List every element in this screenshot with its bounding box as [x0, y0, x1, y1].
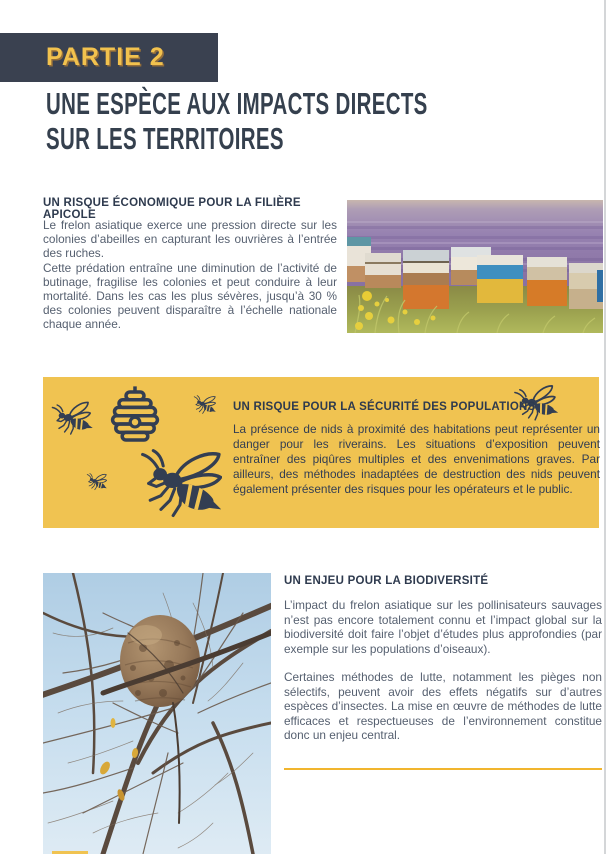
- apicole-para2: Cette prédation entraîne une diminution de l’activité de butinage, fragilise les colonies et peut conduire à leur mortalité. Dans les cas les plus sévères, jusqu’à 30 % des colonies peuvent disparaître à l’échelle nationale chaque année.: [43, 260, 337, 332]
- part-label: PARTIE 2: [46, 43, 165, 71]
- hornet-icon: [86, 473, 107, 492]
- page-title: [46, 86, 610, 156]
- biodiversite-para2: Certaines méthodes de lutte, notamment les pièges non sélectifs, peuvent avoir des effets négatifs sur d’autres espèces d’insectes. La mise en œuvre de méthodes de lutte efficaces et respectueuses de l’environnement constitue donc un enjeu central.: [284, 670, 602, 742]
- beehive-skep-icon: [103, 377, 167, 457]
- securite-paragraph: La présence de nids à proximité des habitations peut représenter un danger pour les riverains. Les situations d’exposition peuvent entraîner des piqûres multiples et des envenimations graves. Par ailleurs, des méthodes inadaptées de destruction des nids peuvent également présenter des risques pour les opérateurs et le public.: [233, 422, 600, 496]
- securite-panel: [43, 377, 599, 528]
- biodiversite-heading: UN ENJEU POUR LA BIODIVERSITÉ: [284, 575, 489, 587]
- hornet-icon: [193, 395, 216, 416]
- biodiversite-body: [284, 598, 602, 743]
- securite-body: [233, 422, 600, 497]
- page-title-line2: SUR LES TERRITOIRES: [46, 121, 284, 156]
- biodiversite-para1: L’impact du frelon asiatique sur les pollinisateurs sauvages n’est pas encore totalement connu et l’impact global sur la biodiversité doit faire l’objet d’études plus approfondies (par exemple sur les populations d’oiseaux).: [284, 598, 602, 656]
- apicole-body: [43, 218, 337, 332]
- section-divider-rule: [284, 768, 602, 770]
- hornet-icon: [138, 448, 222, 525]
- page-edge-line: [604, 0, 606, 854]
- hornet-icon: [50, 399, 95, 440]
- part-banner: [0, 33, 218, 82]
- beehives-in-lavender-field-photo: [347, 200, 603, 333]
- securite-heading: UN RISQUE POUR LA SÉCURITÉ DES POPULATIONS: [233, 401, 536, 413]
- page-title-line1: UNE ESPÈCE AUX IMPACTS DIRECTS: [46, 86, 428, 121]
- apicole-para1: Le frelon asiatique exerce une pression directe sur les colonies d’abeilles en capturant les ouvrières à l’entrée des ruches.: [43, 218, 337, 261]
- hornet-nest-in-bare-tree-photo: [43, 573, 271, 854]
- apicole-heading: UN RISQUE ÉCONOMIQUE POUR LA FILIÈRE APICOLE: [43, 197, 301, 221]
